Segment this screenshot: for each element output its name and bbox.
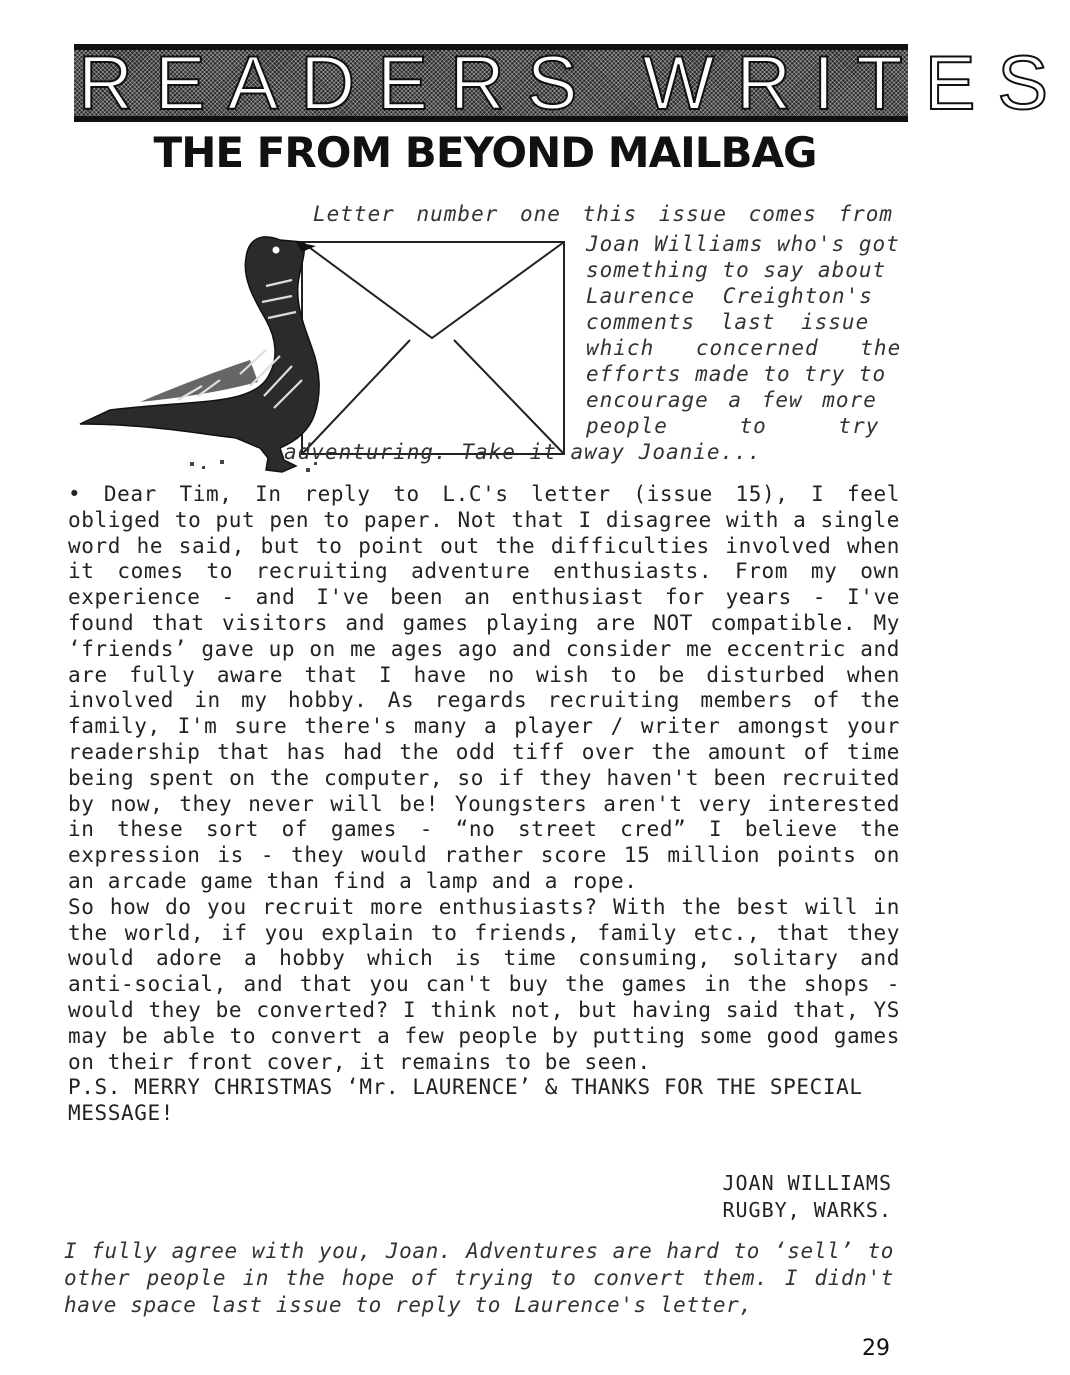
letter-signature	[722, 1170, 892, 1224]
page-headline: THE FROM BEYOND MAILBAG	[153, 128, 817, 177]
intro-line-9: people to try	[586, 414, 880, 438]
editor-reply: I fully agree with you, Joan. Adventures are hard to ‘sell’ to other people in the hope of trying to convert them. I didn't have space last issue to reply to Laurence's letter,	[64, 1239, 894, 1317]
intro-line-7: efforts made to try to	[586, 362, 887, 386]
pigeon-icon	[80, 237, 319, 472]
intro-line-8: encourage a few more	[586, 388, 877, 412]
letter-body	[68, 482, 900, 1127]
readers-writes-banner	[74, 41, 1070, 126]
intro-line-4: Laurence Creighton's	[586, 284, 873, 308]
page-number: 29	[862, 1336, 890, 1361]
letter-paragraph: So how do you recruit more enthusiasts? With the best will in the world, if you explain to friends, family etc., that they would adore a hobby which is time consuming, solitary and anti-social, and that you can't buy the games in the shops - would they be converted? I think not, but having said that, YS may be able to convert a few people by putting some good games on their front cover, it remains to be seen.	[68, 894, 900, 1074]
intro-line-2: Joan Williams who's got	[586, 232, 900, 256]
intro-line-10: adventuring. Take it away Joanie...	[284, 440, 762, 464]
intro-line-5: comments last issue	[586, 310, 870, 334]
envelope-icon	[302, 242, 564, 454]
signature-name: JOAN WILLIAMS	[722, 1171, 892, 1195]
intro-line-1: Letter number one this issue comes from	[313, 202, 894, 226]
banner-title: READERS WRITES	[78, 41, 1070, 126]
intro-line-6: which concerned the	[586, 336, 902, 360]
letter-postscript: P.S. MERRY CHRISTMAS ‘Mr. LAURENCE’ & THANKS FOR THE SPECIAL MESSAGE!	[68, 1075, 863, 1126]
intro-line-3: something to say about	[586, 258, 887, 282]
signature-location: RUGBY, WARKS.	[722, 1198, 892, 1222]
letter-paragraph: • Dear Tim, In reply to L.C's letter (issue 15), I feel obliged to put pen to paper. Not that I disagree with a single word he said, but to point out the difficulties involved when it comes to recruiting adventure enthusiasts. From my own experience - and I've been an enthusiast for years - I've found that visitors and games playing are NOT compatible. My ‘friends’ gave up on me ages ago and consider me eccentric and are fully aware that I have no wish to be disturbed when involved in my hobby. As regards recruiting members of the family, I'm sure there's many a player / writer amongst your readership that has had the odd tiff over the amount of time being spent on the computer, so if they haven't been recruited by now, they never will be! Youngsters aren't very interested in these sort of games - “no street cred” I believe the expression is - they would rather score 15 million points on an arcade game than find a lamp and a rope.	[68, 482, 900, 893]
